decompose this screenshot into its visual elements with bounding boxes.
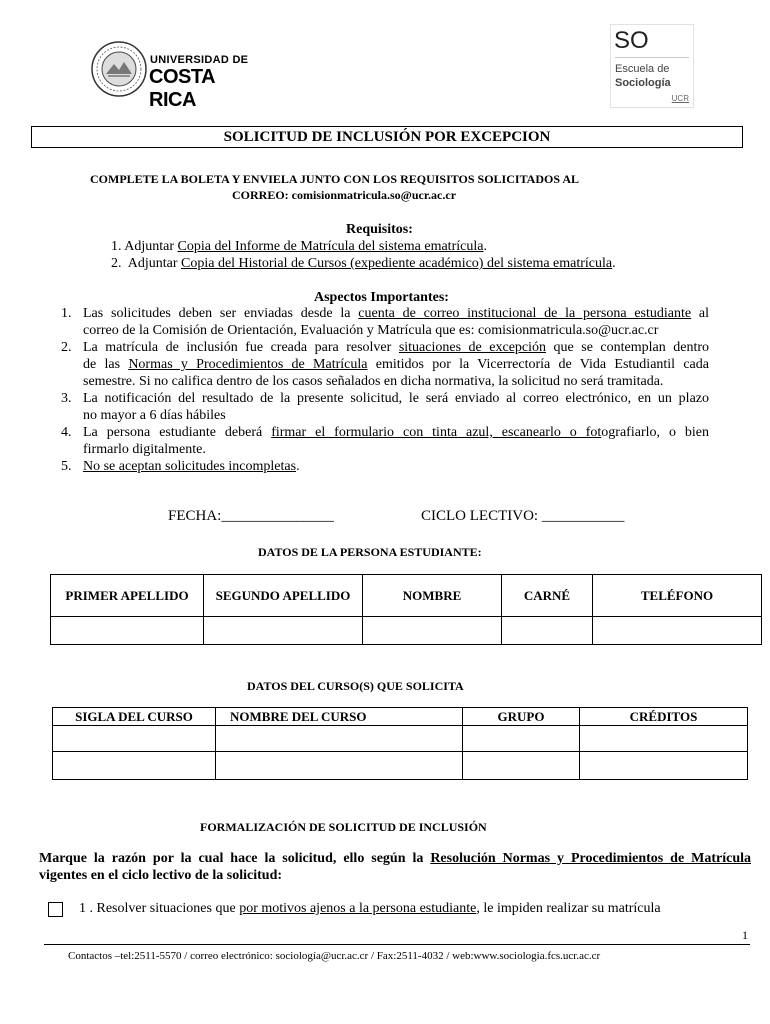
aspecto-2-b: que se contemplan dentro [546, 340, 710, 355]
requisitos-heading: Requisitos: [346, 222, 413, 237]
input-creditos[interactable] [580, 752, 748, 780]
input-grupo[interactable] [463, 752, 580, 780]
requisito-1-link: Copia del Informe de Matrícula del sistema ematrícula [177, 239, 484, 254]
fecha-field[interactable]: FECHA:_______________ [168, 508, 334, 524]
aspecto-2-num: 2. [61, 340, 72, 355]
col-creditos: CRÉDITOS [580, 708, 748, 726]
ucr-name-top: UNIVERSIDAD DE [150, 54, 249, 66]
aspecto-2-u: situaciones de excepción [398, 340, 547, 355]
page-title: SOLICITUD DE INCLUSIÓN POR EXCEPCION [31, 126, 743, 148]
aspectos-heading: Aspectos Importantes: [314, 290, 449, 305]
formalizacion-question-line1 [39, 851, 751, 867]
input-primer-apellido[interactable] [51, 617, 204, 645]
aspecto-4-u: firmar el formulario con tinta azul, escanearlo o fot [271, 425, 602, 440]
input-sigla[interactable] [53, 752, 216, 780]
requisito-2-post: . [612, 256, 616, 271]
aspecto-3-line1: La notificación del resultado de la presente solicitud, le será enviado al correo electrónico, en un plazo [83, 391, 709, 406]
col-nombre: NOMBRE [363, 575, 502, 617]
course-table-row [53, 752, 748, 780]
col-grupo: GRUPO [463, 708, 580, 726]
course-table-row [53, 726, 748, 752]
student-table [50, 574, 762, 645]
aspecto-2-line2u: Normas y Procedimientos de Matrícula [128, 357, 368, 372]
course-table [52, 707, 748, 780]
aspecto-2-line2b: emitidos por la Vicerrectoría de Vida Estudiantil cada [367, 357, 709, 372]
option1-post: , le impiden realizar su matrícula [476, 901, 661, 916]
aspecto-4-a: La persona estudiante deberá [83, 425, 272, 440]
question-link: Resolución Normas y Procedimientos de Matrícula [430, 851, 751, 866]
input-grupo[interactable] [463, 726, 580, 752]
requisito-2-num: 2. [111, 256, 122, 271]
option1-checkbox[interactable] [48, 902, 63, 917]
question-pre: Marque la razón por la cual hace la solicitud, ello según la [39, 851, 431, 866]
instructions-line2: CORREO: comisionmatricula.so@ucr.ac.cr [232, 188, 457, 202]
option1-u: por motivos ajenos a la persona estudiante [239, 901, 477, 916]
aspecto-4-line2: firmarlo digitalmente. [83, 442, 206, 457]
requisito-1 [111, 238, 487, 255]
requisito-2-link: Copia del Historial de Cursos (expediente académico) del sistema ematrícula [181, 256, 613, 271]
aspecto-2-a: La matrícula de inclusión fue creada para resolver [83, 340, 399, 355]
so-divider [615, 57, 689, 58]
requisito-2 [111, 255, 616, 272]
aspecto-2-line2 [83, 356, 709, 373]
formalizacion-question-line2: vigentes en el ciclo lectivo de la solicitud: [39, 868, 283, 883]
aspecto-1-a: Las solicitudes deben ser enviadas desde la [83, 306, 359, 321]
ucr-name-main: COSTA RICA [149, 66, 215, 111]
so-line2: Sociología [615, 77, 671, 89]
input-nombre-curso[interactable] [216, 752, 463, 780]
ucr-seal-icon [90, 40, 148, 98]
option1-pre: 1 . Resolver situaciones que [79, 901, 240, 916]
aspecto-1-line2: correo de la Comisión de Orientación, Evaluación y Matrícula que es: comisionmatricula.so@ucr.ac.cr [83, 323, 659, 338]
col-primer-apellido: PRIMER APELLIDO [51, 575, 204, 617]
aspecto-5-line1 [83, 458, 709, 475]
aspecto-2-line1 [83, 339, 709, 356]
student-section-heading: DATOS DE LA PERSONA ESTUDIANTE: [258, 545, 482, 559]
ciclo-lectivo-field[interactable]: CICLO LECTIVO: ___________ [421, 508, 625, 524]
requisito-1-num: 1. [111, 239, 122, 254]
input-sigla[interactable] [53, 726, 216, 752]
col-carne: CARNÉ [502, 575, 593, 617]
input-nombre[interactable] [363, 617, 502, 645]
col-sigla: SIGLA DEL CURSO [53, 708, 216, 726]
aspecto-2-line2a: de las [83, 357, 129, 372]
aspecto-5-num: 5. [61, 459, 72, 474]
formalizacion-heading: FORMALIZACIÓN DE SOLICITUD DE INCLUSIÓN [200, 820, 487, 834]
page-number: 1 [742, 928, 748, 942]
aspectos-list [61, 305, 711, 475]
course-section-heading: DATOS DEL CURSO(S) QUE SOLICITA [247, 679, 464, 693]
aspecto-3-line2: no mayor a 6 días hábiles [83, 408, 226, 423]
sociology-logo [610, 24, 694, 108]
input-carne[interactable] [502, 617, 593, 645]
input-nombre-curso[interactable] [216, 726, 463, 752]
aspecto-1-u: cuenta de correo institucional de la persona estudiante [358, 306, 692, 321]
input-telefono[interactable] [593, 617, 762, 645]
aspecto-1-num: 1. [61, 306, 72, 321]
col-segundo-apellido: SEGUNDO APELLIDO [204, 575, 363, 617]
aspecto-1-b: al [691, 306, 709, 321]
ucr-logo [90, 40, 250, 111]
option1-label [79, 901, 661, 917]
aspecto-5-b: . [296, 459, 300, 474]
student-table-header [51, 575, 762, 617]
course-table-header [53, 708, 748, 726]
so-line1: Escuela de [615, 63, 670, 75]
input-segundo-apellido[interactable] [204, 617, 363, 645]
col-nombre-curso: NOMBRE DEL CURSO [216, 708, 463, 726]
so-mark: SO [614, 27, 649, 54]
col-telefono: TELÉFONO [593, 575, 762, 617]
aspecto-4-line1 [83, 424, 709, 441]
aspecto-4-num: 4. [61, 425, 72, 440]
footer-divider [44, 944, 750, 945]
footer-contacts: Contactos –tel:2511-5570 / correo electrónico: sociología@ucr.ac.cr / Fax:2511-4032 / web:www.sociologia.fcs.ucr.ac.cr [68, 950, 601, 962]
requisito-2-pre: Adjuntar [127, 256, 181, 271]
aspecto-4-b: ografiarlo, o bien [601, 425, 709, 440]
requisito-1-post: . [483, 239, 487, 254]
aspecto-1-line1 [83, 305, 709, 322]
input-creditos[interactable] [580, 726, 748, 752]
aspecto-5-u: No se aceptan solicitudes incompletas [83, 459, 297, 474]
instructions-line1: COMPLETE LA BOLETA Y ENVIELA JUNTO CON LOS REQUISITOS SOLICITADOS AL [90, 172, 580, 186]
so-ucr: UCR [671, 94, 689, 103]
requisito-1-pre: Adjuntar [124, 239, 178, 254]
aspecto-3-num: 3. [61, 391, 72, 406]
aspecto-2-line3: semestre. Si no califica dentro de los casos señalados en dicha normativa, la solicitud no será tramitada. [83, 374, 664, 389]
student-table-row [51, 617, 762, 645]
